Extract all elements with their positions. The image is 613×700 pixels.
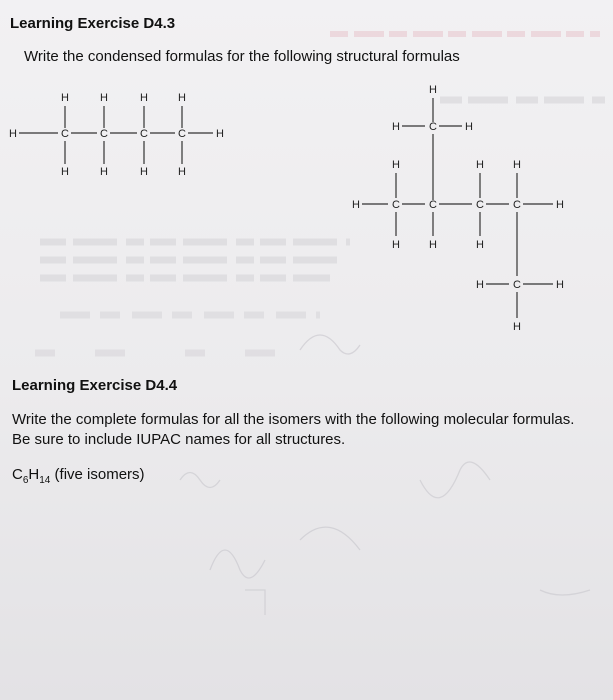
atom-c: C <box>476 199 484 211</box>
atom-c: C <box>429 121 437 133</box>
atom-h: H <box>100 166 108 178</box>
formula-mid: H <box>28 466 40 483</box>
formula-suffix: (five isomers) <box>50 466 145 483</box>
atom-h: H <box>61 92 69 104</box>
atom-h: H <box>216 128 224 140</box>
formula-prefix: C <box>12 466 23 483</box>
atom-c: C <box>140 128 148 140</box>
atom-c: C <box>513 279 521 291</box>
atom-h: H <box>140 92 148 104</box>
atom-h: H <box>476 279 484 291</box>
atom-h: H <box>178 92 186 104</box>
atom-c: C <box>178 128 186 140</box>
atom-h: H <box>392 239 400 251</box>
atom-h: H <box>476 159 484 171</box>
atom-h: H <box>392 159 400 171</box>
atom-h: H <box>352 199 360 211</box>
formula-subscript-carbon: 6 <box>22 475 29 486</box>
exercise-d43-instruction: Write the condensed formulas for the following structural formulas <box>24 48 460 65</box>
atom-h: H <box>9 128 17 140</box>
atom-h: H <box>392 121 400 133</box>
exercise-d44-title: Learning Exercise D4.4 <box>12 377 178 394</box>
atom-c: C <box>392 199 400 211</box>
formula-subscript-hydrogen: 14 <box>39 475 51 486</box>
atom-h: H <box>140 166 148 178</box>
atom-c: C <box>513 199 521 211</box>
atom-h: H <box>513 321 521 333</box>
atom-c: C <box>100 128 108 140</box>
atom-h: H <box>429 239 437 251</box>
atom-h: H <box>556 199 564 211</box>
exercise-d43-title: Learning Exercise D4.3 <box>10 15 176 32</box>
atom-c: C <box>429 199 437 211</box>
atom-h: H <box>465 121 473 133</box>
atom-h: H <box>100 92 108 104</box>
exercise-d44-instruction-line2: Be sure to include IUPAC names for all structures. <box>12 431 346 448</box>
atom-h: H <box>513 159 521 171</box>
atom-h: H <box>429 84 437 96</box>
exercise-d44-instruction-line1: Write the complete formulas for all the isomers with the following molecular formulas. <box>12 411 575 428</box>
atom-c: C <box>61 128 69 140</box>
atom-h: H <box>178 166 186 178</box>
atom-h: H <box>476 239 484 251</box>
atom-h: H <box>556 279 564 291</box>
atom-h: H <box>61 166 69 178</box>
